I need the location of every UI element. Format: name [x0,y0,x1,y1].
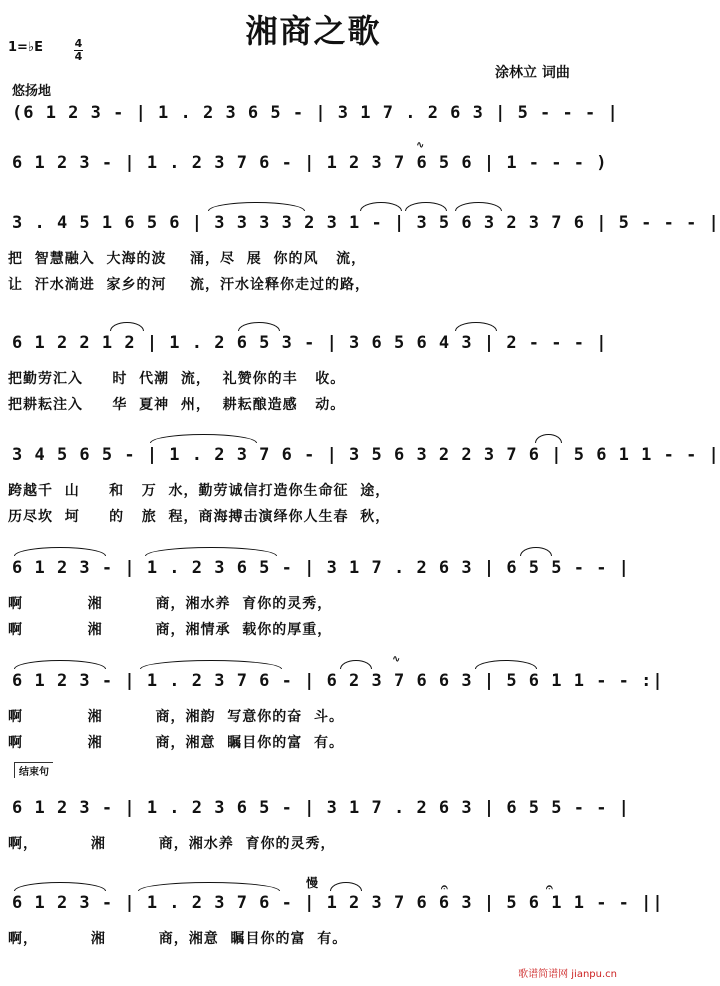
tempo-change-mark: 慢 [306,876,319,890]
notes-row-1: 6 1 2 3 - | 1 . 2 3 7 6 - | 1 2 3 7 6 5 6 | 1 - - - ) [12,153,608,173]
end-section-label: 结束句 [14,762,53,778]
tempo-marking: 悠扬地 [12,84,52,99]
slur-mark [140,660,282,669]
meter-bottom: 4 [74,50,83,63]
lyric-row-6-verse-1: 啊 湘 商，湘韵 写意你的奋 斗。 [8,709,344,725]
notes-row-6: 6 1 2 3 - | 1 . 2 3 7 6 - | 6 2 3 7 6 6 3 | 5 6 1 1 - - :| [12,671,664,691]
fermata-icon: 𝄐 [546,880,553,894]
lyric-row-4-verse-1: 跨越千 山 和 万 水，勤劳诚信打造你生命征 途， [8,483,391,499]
slur-mark [535,434,562,443]
lyric-row-6-verse-2: 啊 湘 商，湘意 瞩目你的富 有。 [8,735,344,751]
lyric-row-5-verse-2: 啊 湘 商，湘情承 载你的厚重， [8,622,333,638]
score-row-2 [0,210,720,298]
lyric-row-7-verse-1: 啊， 湘 商，湘水养 育你的灵秀， [8,836,336,852]
time-signature [74,38,83,63]
notes-row-7: 6 1 2 3 - | 1 . 2 3 6 5 - | 3 1 7 . 2 6 3 | 6 5 5 - - | [12,798,630,818]
turn-ornament-icon: ∿ [392,654,401,665]
score-row-3 [0,330,627,418]
slur-mark [330,882,362,891]
slur-mark [475,660,537,669]
notes-row-4: 3 4 5 6 5 - | 1 . 2 3 7 6 - | 3 5 6 3 2 2 3 7 6 | 5 6 1 1 - - | [12,445,720,465]
slur-mark [145,547,277,556]
slur-mark [14,547,106,556]
slur-mark [238,322,280,331]
slur-mark [138,882,280,891]
slur-mark [340,660,372,669]
score-row-4 [0,442,720,530]
key-signature: 1=♭E [8,40,43,55]
lyric-row-5-verse-1: 啊 湘 商，湘水养 育你的灵秀， [8,596,333,612]
notes-row-0: (6 1 2 3 - | 1 . 2 3 6 5 - | 3 1 7 . 2 6 3 | 5 - - - | [12,103,619,123]
slur-mark [520,547,552,556]
credit-line: 涂林立 词曲 [495,65,570,81]
turn-ornament-icon: ∿ [416,140,425,151]
score-row-7 [0,795,630,883]
slur-mark [14,882,106,891]
lyric-row-2-verse-1: 把 智慧融入 大海的波 涌，尽 展 你的风 流， [8,251,367,267]
meter-top: 4 [74,37,83,50]
notes-row-3: 6 1 2 2 1 2 | 1 . 2 6 5 3 - | 3 6 5 6 4 3 | 2 - - - | [12,333,608,353]
lyric-row-2-verse-2: 让 汗水淌进 家乡的河 流，汗水诠释你走过的路， [8,277,370,293]
slur-mark [455,322,497,331]
slur-mark [14,660,106,669]
score-row-6 [0,654,664,756]
lyric-row-3-verse-1: 把勤劳汇入 时 代潮 流， 礼赞你的丰 收。 [8,371,346,387]
slur-mark [110,322,144,331]
notes-row-2: 3 . 4 5 1 6 5 6 | 3 3 3 3 2 3 1 - | 3 5 6 3 2 3 7 6 | 5 - - - | [12,213,720,233]
lyric-row-8-verse-1: 啊， 湘 商，湘意 瞩目你的富 有。 [8,931,348,947]
lyric-row-4-verse-2: 历尽坎 坷 的 旅 程，商海搏击演绎你人生春 秋， [8,509,391,525]
fermata-icon: 𝄐 [441,880,448,894]
lyric-row-3-verse-2: 把耕耘注入 华 夏神 州， 耕耘酿造感 动。 [8,397,346,413]
song-title: 湘商之歌 [245,12,382,50]
watermark-footer: 歌谱简谱网 jianpu.cn [518,969,617,980]
notes-row-5: 6 1 2 3 - | 1 . 2 3 6 5 - | 3 1 7 . 2 6 3 | 6 5 5 - - | [12,558,630,578]
notes-row-8: 6 1 2 3 - | 1 . 2 3 7 6 - | 1 2 3 7 6 6 3 | 5 6 1 1 - - || [12,893,664,913]
score-row-5 [0,555,630,643]
slur-mark [150,434,257,443]
